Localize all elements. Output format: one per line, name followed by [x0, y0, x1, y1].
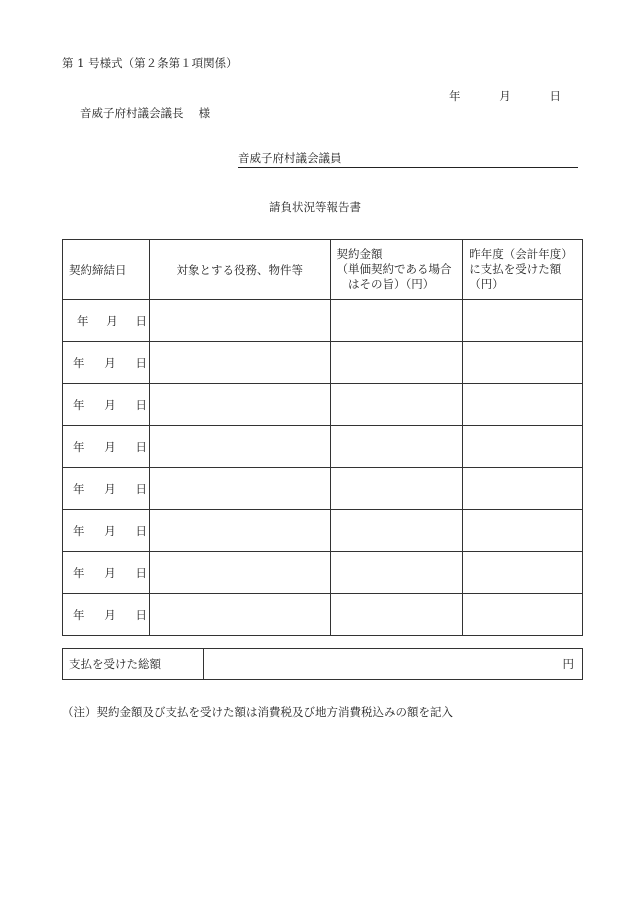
table-row: [63, 468, 583, 510]
table-header-row: [63, 240, 583, 300]
date-labels: [73, 355, 147, 371]
contract-date-cell[interactable]: [63, 342, 150, 384]
date-year-label: 年: [449, 89, 461, 103]
amount-cell[interactable]: [330, 300, 463, 342]
date-year-label: 年: [73, 523, 85, 538]
contract-date-cell[interactable]: [63, 552, 150, 594]
subject-cell[interactable]: [149, 552, 330, 594]
paid-cell[interactable]: [463, 552, 583, 594]
date-year-label: 年: [73, 397, 85, 412]
table-row: [63, 426, 583, 468]
header-amount: [330, 240, 463, 300]
contract-date-cell[interactable]: [63, 300, 150, 342]
table-row: [63, 300, 583, 342]
date-year-label: 年: [73, 565, 85, 580]
date-day-label: 日: [135, 607, 147, 622]
date-month-label: 月: [104, 439, 116, 454]
header-amount-line: （単価契約である場合: [336, 262, 452, 276]
date-day-label: 日: [135, 313, 147, 328]
contract-date-cell[interactable]: [63, 384, 150, 426]
date-labels: [73, 439, 147, 455]
sender-field[interactable]: 音威子府村議会議員: [238, 150, 578, 168]
date-day-label: 日: [135, 397, 147, 412]
table-row: [63, 552, 583, 594]
date-month-label: 月: [499, 89, 511, 103]
date-day-label: 日: [135, 439, 147, 454]
amount-cell[interactable]: [330, 510, 463, 552]
date-month-label: 月: [106, 313, 118, 328]
paid-cell[interactable]: [463, 300, 583, 342]
paid-cell[interactable]: [463, 510, 583, 552]
header-paid-line: に支払を受けた額: [469, 262, 562, 276]
amount-cell[interactable]: [330, 552, 463, 594]
date-year-label: 年: [73, 439, 85, 454]
date-labels: [73, 397, 147, 413]
amount-cell[interactable]: [330, 384, 463, 426]
total-table: [62, 648, 583, 680]
date-year-label: 年: [77, 313, 89, 328]
date-labels: [73, 481, 147, 497]
date-month-label: 月: [104, 565, 116, 580]
document-title: 請負状況等報告書: [269, 200, 361, 214]
subject-cell[interactable]: [149, 426, 330, 468]
amount-cell[interactable]: [330, 468, 463, 510]
total-amount-field[interactable]: [204, 649, 583, 680]
date-labels: [73, 313, 147, 329]
header-paid-line: 昨年度（会計年度）: [469, 247, 573, 261]
header-amount-line: はその旨）（円）: [336, 277, 435, 291]
date-day-label: 日: [135, 355, 147, 370]
total-unit: 円: [562, 657, 574, 671]
subject-cell[interactable]: [149, 384, 330, 426]
date-day-label: 日: [135, 481, 147, 496]
date-year-label: 年: [73, 607, 85, 622]
paid-cell[interactable]: [463, 594, 583, 636]
contract-date-cell[interactable]: [63, 510, 150, 552]
form-number: 第 1 号様式（第２条第１項関係）: [62, 56, 238, 70]
addressee: 音威子府村議会議長 様: [80, 106, 211, 120]
date-year-label: 年: [73, 481, 85, 496]
total-label: 支払を受けた総額: [63, 649, 204, 680]
header-paid: [463, 240, 583, 300]
date-labels: [73, 523, 147, 539]
table-row: [63, 342, 583, 384]
subject-cell[interactable]: [149, 594, 330, 636]
date-labels: [73, 607, 147, 623]
date-day-label: 日: [135, 523, 147, 538]
subject-cell[interactable]: [149, 468, 330, 510]
footnote: （注）契約金額及び支払を受けた額は消費税及び地方消費税込みの額を記入: [62, 705, 453, 719]
header-subject: 対象とする役務、物件等: [149, 240, 330, 300]
contract-date-cell[interactable]: [63, 426, 150, 468]
amount-cell[interactable]: [330, 342, 463, 384]
contract-table: [62, 239, 583, 636]
contract-date-cell[interactable]: [63, 468, 150, 510]
submission-date: [449, 88, 561, 104]
header-contract-date: 契約締結日: [63, 240, 150, 300]
subject-cell[interactable]: [149, 342, 330, 384]
paid-cell[interactable]: [463, 468, 583, 510]
date-day-label: 日: [135, 565, 147, 580]
date-month-label: 月: [104, 355, 116, 370]
table-row: [63, 510, 583, 552]
table-row: [63, 384, 583, 426]
date-labels: [73, 565, 147, 581]
amount-cell[interactable]: [330, 594, 463, 636]
date-day-label: 日: [549, 89, 561, 103]
subject-cell[interactable]: [149, 510, 330, 552]
paid-cell[interactable]: [463, 384, 583, 426]
subject-cell[interactable]: [149, 300, 330, 342]
date-year-label: 年: [73, 355, 85, 370]
amount-cell[interactable]: [330, 426, 463, 468]
paid-cell[interactable]: [463, 342, 583, 384]
date-month-label: 月: [104, 607, 116, 622]
table-row: [63, 594, 583, 636]
date-month-label: 月: [104, 397, 116, 412]
header-paid-line: （円）: [469, 277, 504, 291]
date-month-label: 月: [104, 523, 116, 538]
paid-cell[interactable]: [463, 426, 583, 468]
date-month-label: 月: [104, 481, 116, 496]
contract-date-cell[interactable]: [63, 594, 150, 636]
header-amount-line: 契約金額: [336, 247, 383, 261]
